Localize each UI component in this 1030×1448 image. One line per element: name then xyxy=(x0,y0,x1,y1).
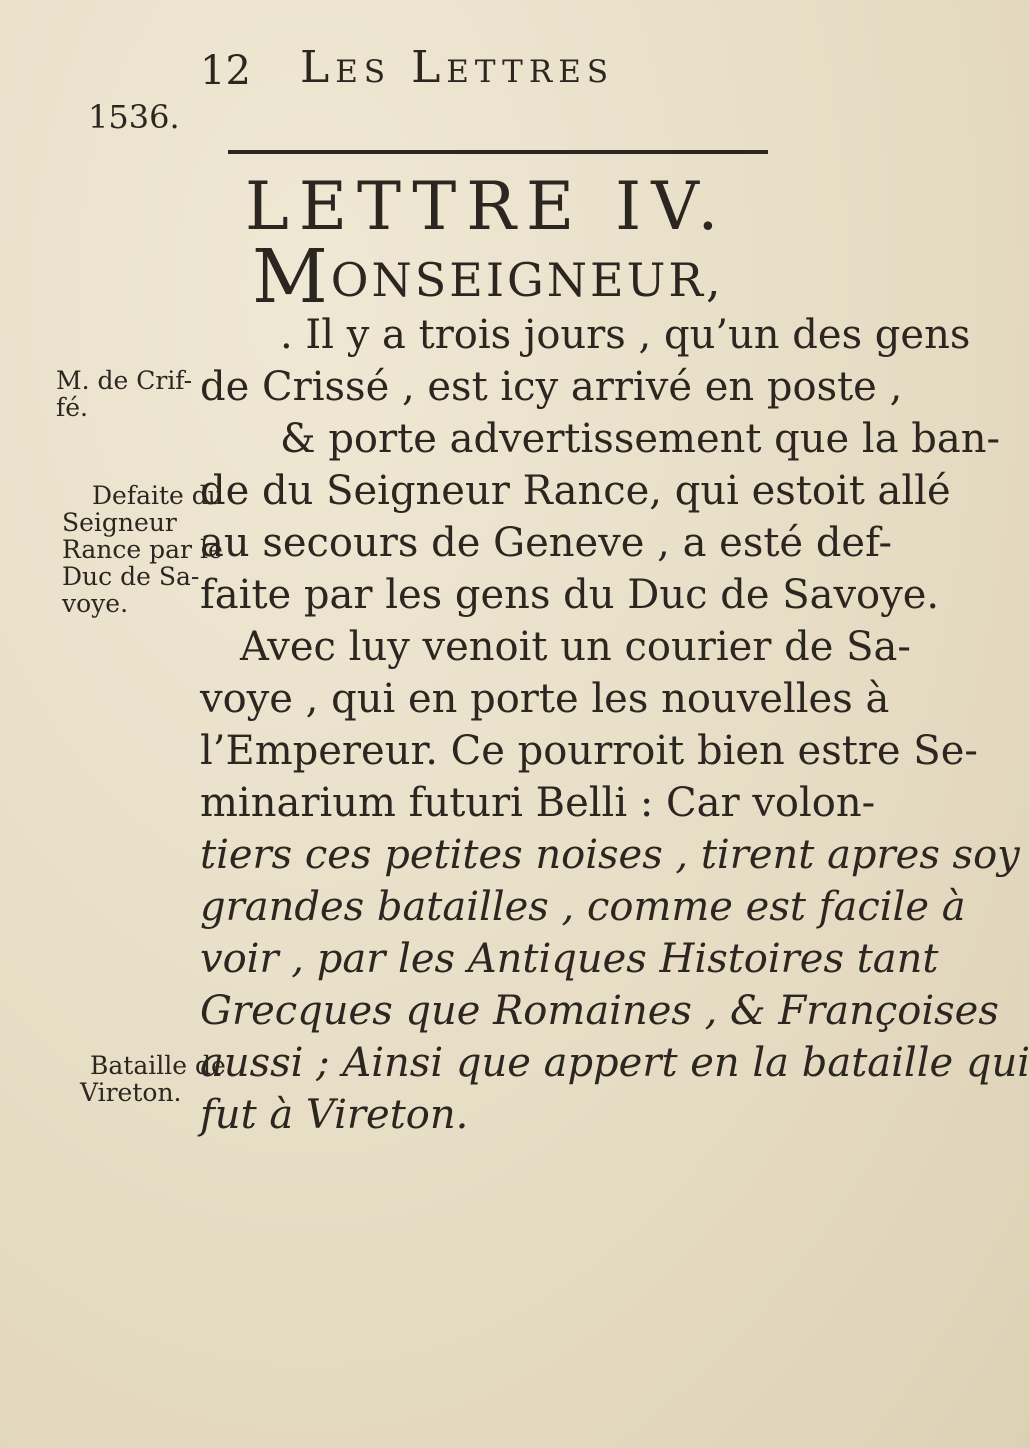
drop-cap: M xyxy=(252,234,331,320)
body-line: fut à Vireton. xyxy=(200,1092,469,1138)
body-line: voir , par les Antiques Histoires tant xyxy=(200,936,939,982)
year-margin: 1536. xyxy=(88,98,180,136)
body-line: Avec luy venoit un courier de Sa- xyxy=(240,624,911,670)
body-line: aussi ; Ainsi que appert en la bataille qui xyxy=(200,1040,1030,1086)
body-line: tiers ces petites noises , tirent apres soy xyxy=(200,832,1020,878)
running-title: Les Lettres xyxy=(300,42,615,93)
page-number: 12 xyxy=(200,48,251,94)
body-line: & porte advertissement que la ban- xyxy=(280,416,1001,462)
body-line: minarium futuri Belli : Car volon- xyxy=(200,780,876,826)
body-line: de Crissé , est icy arrivé en poste , xyxy=(200,364,903,410)
body-line: de du Seigneur Rance, qui estoit allé xyxy=(200,468,951,514)
margin-note: Bataille de Vireton. xyxy=(80,1051,226,1107)
body-line: Grecques que Romaines , & Françoises xyxy=(200,988,999,1034)
body-line: . Il y a trois jours , qu’un des gens xyxy=(280,312,971,358)
salutation-rest: ONSEIGNEUR, xyxy=(330,253,724,307)
body-line: l’Empereur. Ce pourroit bien estre Se- xyxy=(200,728,978,774)
letter-heading: LETTRE IV. xyxy=(245,168,729,245)
body-line: grandes batailles , comme est facile à xyxy=(200,884,966,930)
margin-note: M. de Crif- fé. xyxy=(56,366,193,422)
body-line: faite par les gens du Duc de Savoye. xyxy=(200,572,940,618)
margin-note: Defaite du Seigneur Rance par le Duc de Sa- voye. xyxy=(62,481,224,618)
body-line: au secours de Geneve , a esté def- xyxy=(200,520,892,566)
header-rule xyxy=(228,150,768,154)
body-line: voye , qui en porte les nouvelles à xyxy=(200,676,890,722)
salutation xyxy=(252,234,724,320)
